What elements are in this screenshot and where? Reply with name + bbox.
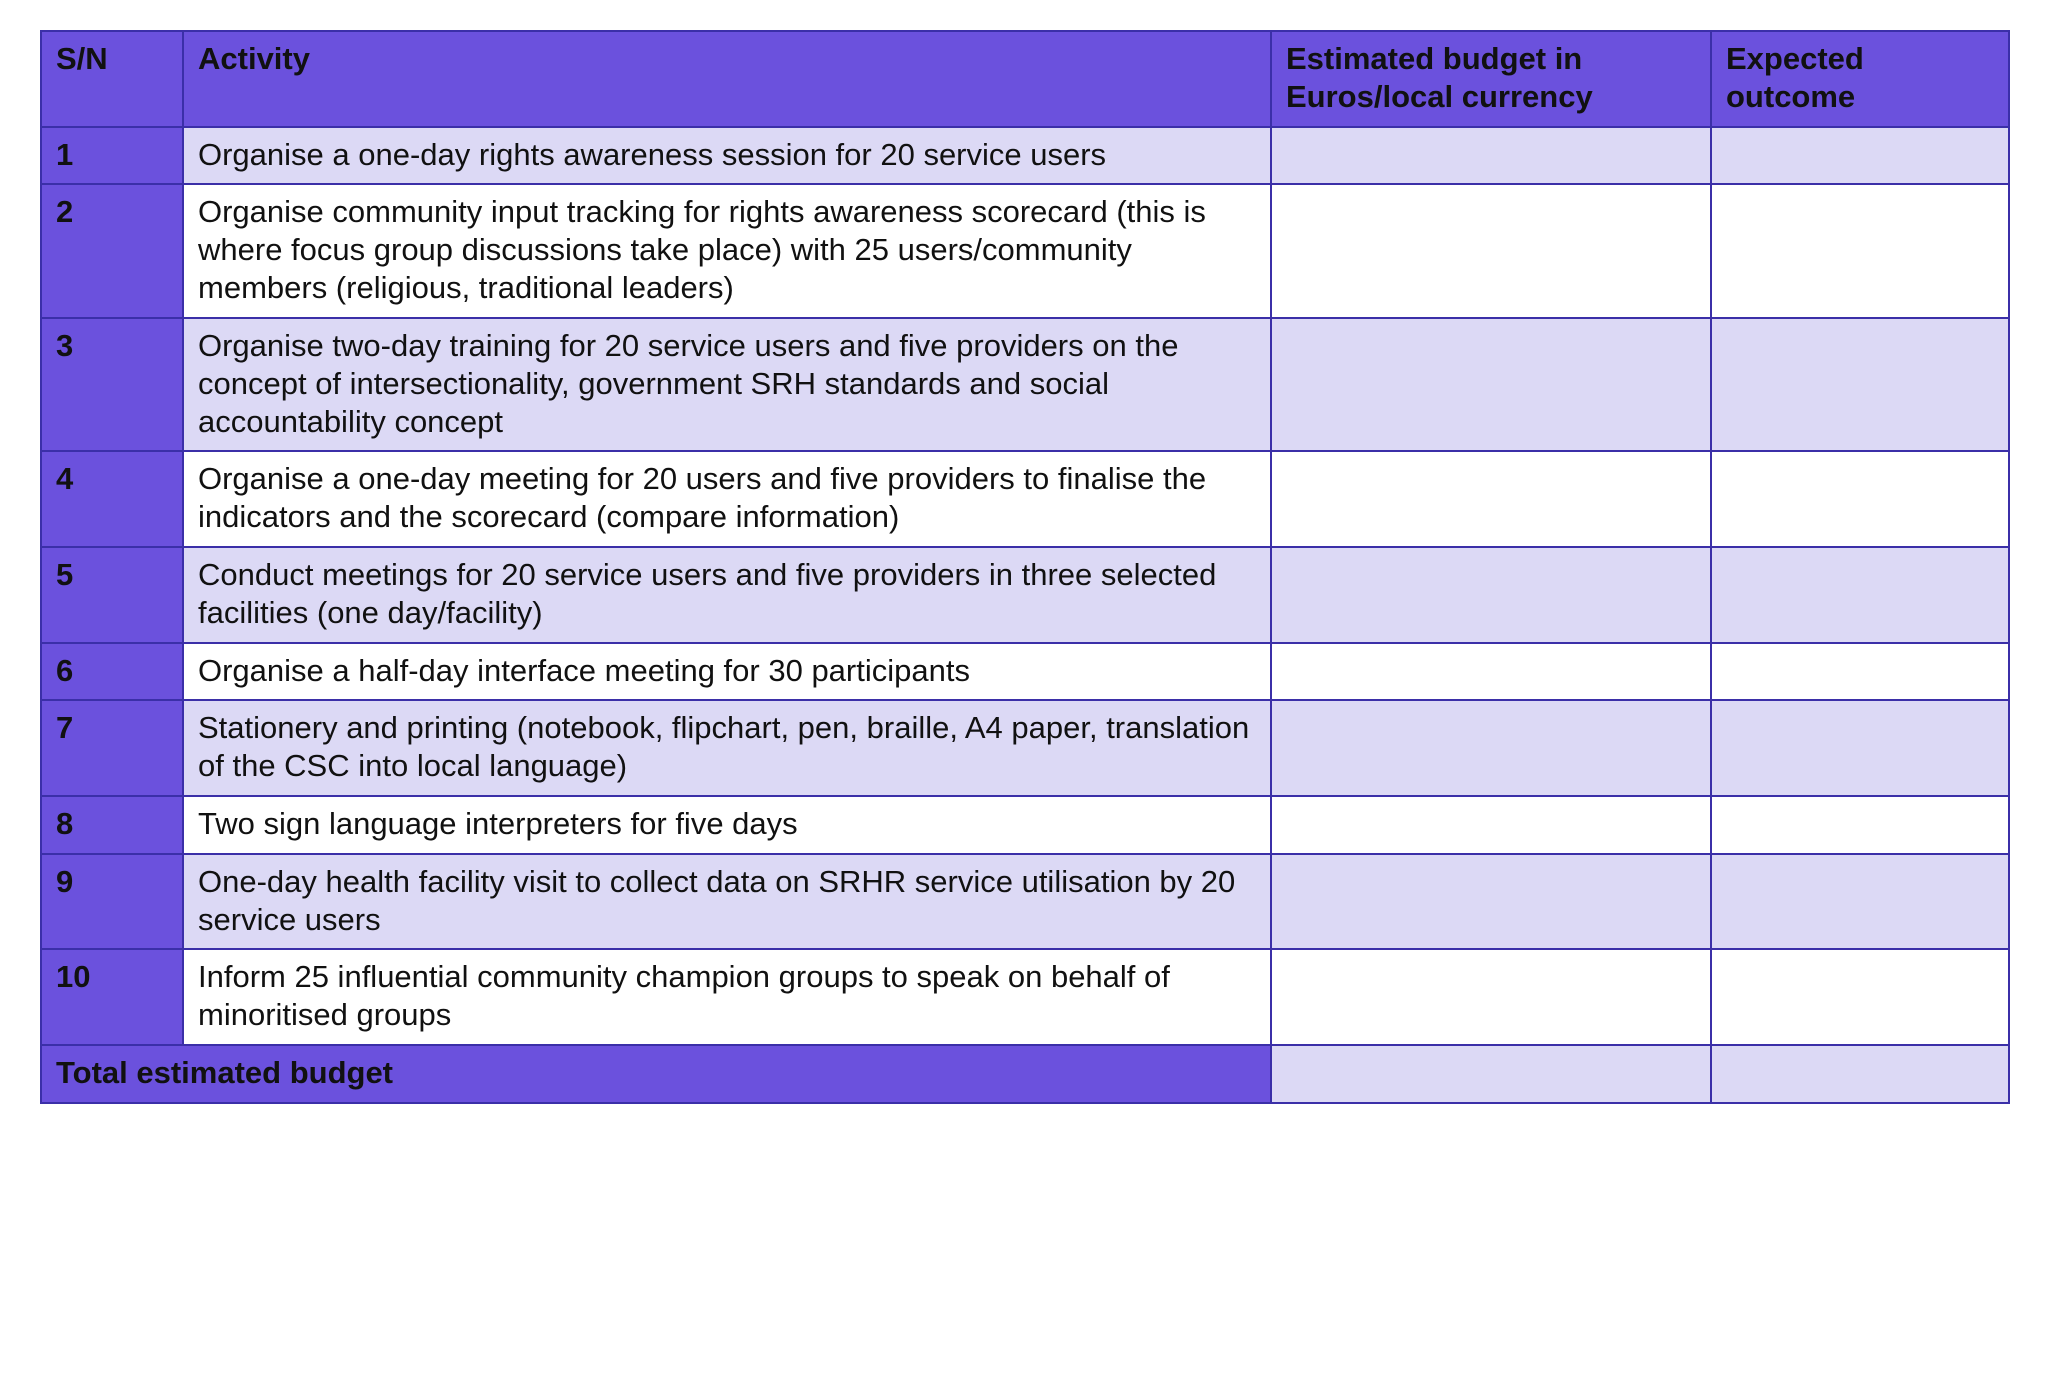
row-budget[interactable] xyxy=(1271,127,1711,185)
row-outcome[interactable] xyxy=(1711,700,2009,796)
row-outcome[interactable] xyxy=(1711,127,2009,185)
row-number: 1 xyxy=(41,127,183,185)
total-budget[interactable] xyxy=(1271,1045,1711,1103)
row-outcome[interactable] xyxy=(1711,184,2009,317)
table-row xyxy=(41,184,2009,317)
table-row xyxy=(41,949,2009,1045)
total-row xyxy=(41,1045,2009,1103)
table-header-row xyxy=(41,31,2009,127)
row-activity: One-day health facility visit to collect data on SRHR service utilisation by 20 service users xyxy=(183,854,1271,950)
row-activity: Organise a one-day rights awareness session for 20 service users xyxy=(183,127,1271,185)
row-outcome[interactable] xyxy=(1711,451,2009,547)
row-number: 2 xyxy=(41,184,183,317)
row-activity: Inform 25 influential community champion groups to speak on behalf of minoritised groups xyxy=(183,949,1271,1045)
table-row xyxy=(41,854,2009,950)
row-budget[interactable] xyxy=(1271,854,1711,950)
row-activity: Organise two-day training for 20 service users and five providers on the concept of intersectionality, government SRH standards and social accountability concept xyxy=(183,318,1271,451)
row-number: 10 xyxy=(41,949,183,1045)
row-activity: Conduct meetings for 20 service users and five providers in three selected facilities (one day/facility) xyxy=(183,547,1271,643)
total-label: Total estimated budget xyxy=(41,1045,1271,1103)
budget-table xyxy=(40,30,2010,1104)
row-activity: Organise a half-day interface meeting for 30 participants xyxy=(183,643,1271,701)
column-header-sn: S/N xyxy=(41,31,183,127)
table-row xyxy=(41,547,2009,643)
table-body xyxy=(41,127,2009,1103)
row-budget[interactable] xyxy=(1271,700,1711,796)
row-activity: Organise a one-day meeting for 20 users and five providers to finalise the indicators and the scorecard (compare information) xyxy=(183,451,1271,547)
table-row xyxy=(41,700,2009,796)
table-row xyxy=(41,796,2009,854)
row-outcome[interactable] xyxy=(1711,547,2009,643)
table-row xyxy=(41,643,2009,701)
row-budget[interactable] xyxy=(1271,451,1711,547)
row-outcome[interactable] xyxy=(1711,854,2009,950)
row-number: 8 xyxy=(41,796,183,854)
row-number: 4 xyxy=(41,451,183,547)
column-header-outcome: Expected outcome xyxy=(1711,31,2009,127)
row-budget[interactable] xyxy=(1271,547,1711,643)
table-row xyxy=(41,318,2009,451)
row-budget[interactable] xyxy=(1271,949,1711,1045)
row-activity: Stationery and printing (notebook, flipchart, pen, braille, A4 paper, translation of the CSC into local language) xyxy=(183,700,1271,796)
row-outcome[interactable] xyxy=(1711,796,2009,854)
row-number: 6 xyxy=(41,643,183,701)
row-number: 9 xyxy=(41,854,183,950)
total-outcome[interactable] xyxy=(1711,1045,2009,1103)
row-budget[interactable] xyxy=(1271,184,1711,317)
row-number: 3 xyxy=(41,318,183,451)
row-outcome[interactable] xyxy=(1711,643,2009,701)
row-number: 7 xyxy=(41,700,183,796)
row-budget[interactable] xyxy=(1271,796,1711,854)
row-budget[interactable] xyxy=(1271,318,1711,451)
row-budget[interactable] xyxy=(1271,643,1711,701)
column-header-budget: Estimated budget in Euros/local currency xyxy=(1271,31,1711,127)
table-row xyxy=(41,127,2009,185)
row-outcome[interactable] xyxy=(1711,318,2009,451)
row-number: 5 xyxy=(41,547,183,643)
column-header-activity: Activity xyxy=(183,31,1271,127)
table-header xyxy=(41,31,2009,127)
row-outcome[interactable] xyxy=(1711,949,2009,1045)
table-row xyxy=(41,451,2009,547)
row-activity: Organise community input tracking for rights awareness scorecard (this is where focus group discussions take place) with 25 users/community members (religious, traditional leaders) xyxy=(183,184,1271,317)
row-activity: Two sign language interpreters for five days xyxy=(183,796,1271,854)
